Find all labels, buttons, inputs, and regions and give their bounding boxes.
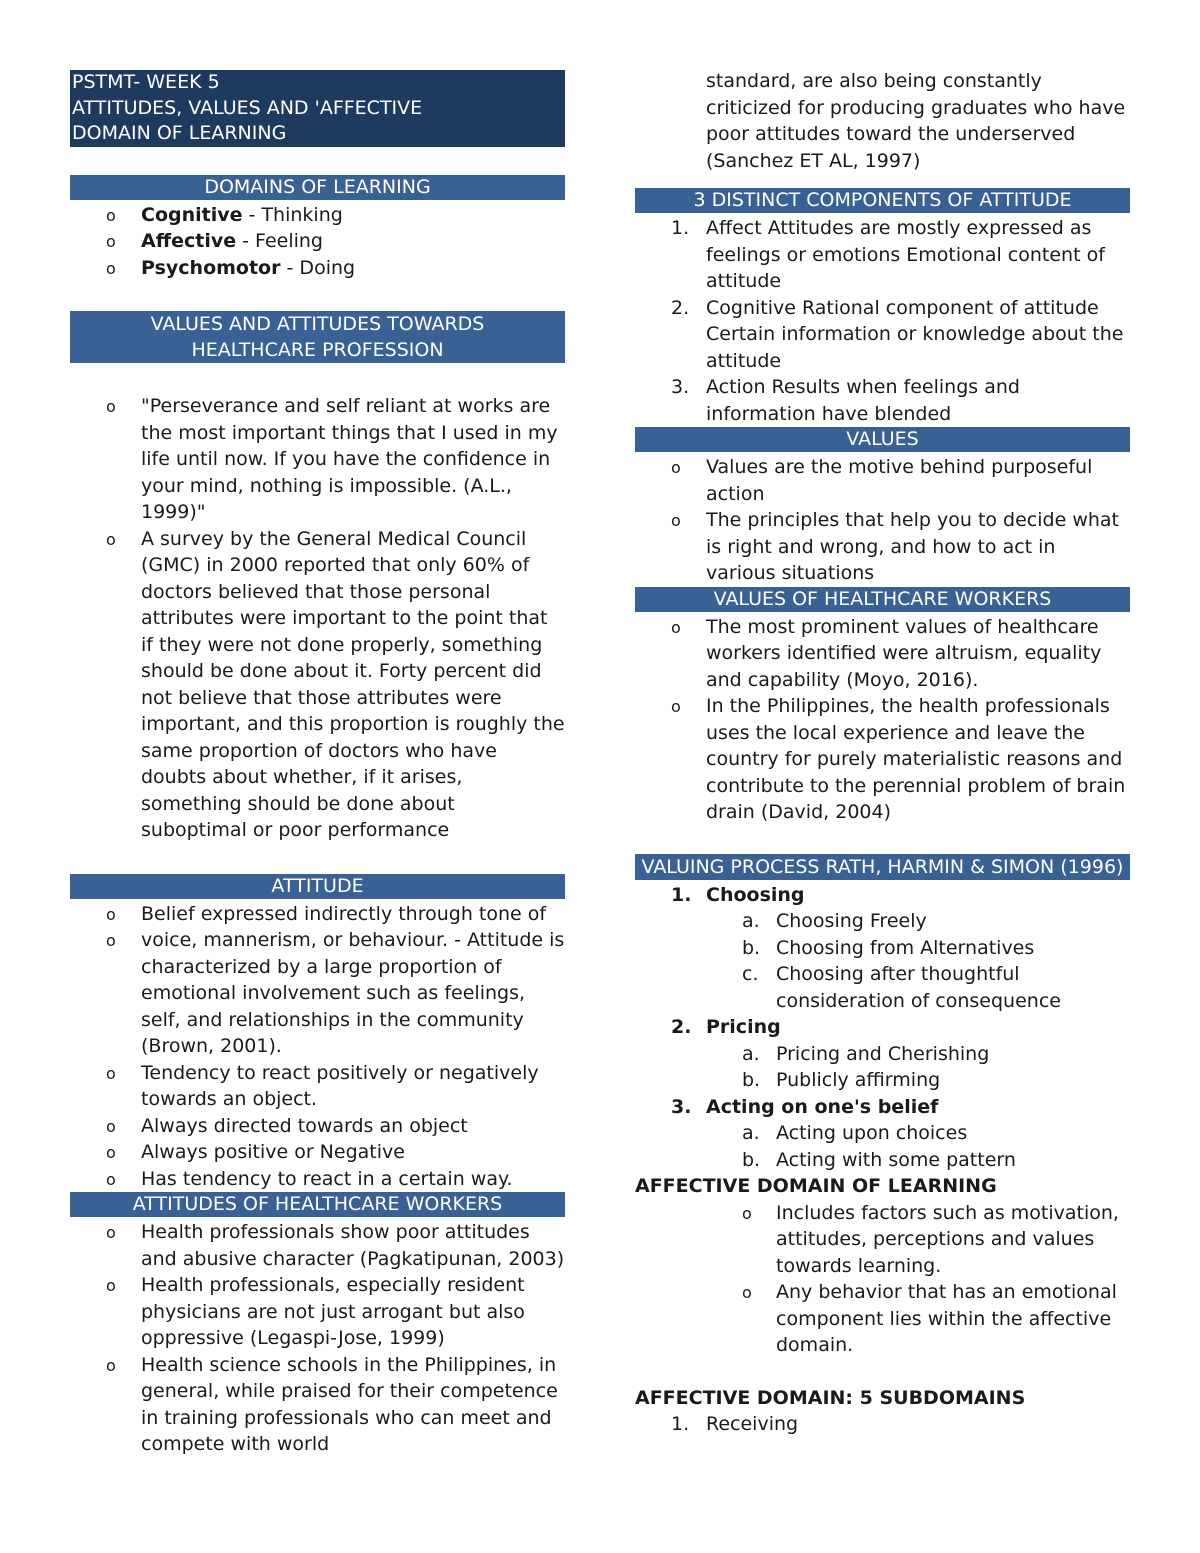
item-number: 2. [671, 296, 690, 319]
valuing-steps [635, 1094, 1130, 1121]
list-item [635, 1067, 1130, 1094]
list-item: o A survey by the General Medical Council (GMC) in 2000 reported that only 60% of doctors believed that those personal attributes were important to the point that if they were not done properly, something should be done about it. Forty percent did not believe that those attributes were important, and this proportion is roughly the same proportion of doctors who have doubts about whether, if it arises, something should be done about suboptimal or poor performance [70, 526, 565, 844]
item-text: Affect Attitudes are mostly expressed as feelings or emotions Emotional content of attitude [706, 217, 1105, 292]
substep-text: Choosing from Alternatives [776, 936, 1035, 959]
item-text: Receiving [706, 1413, 799, 1435]
domain-desc: - Feeling [236, 230, 323, 252]
list-item [635, 1120, 1130, 1147]
substep-text: Acting upon choices [776, 1122, 968, 1144]
list-item [635, 1094, 1130, 1121]
substep-text: Choosing after thoughtful consideration of consequence [776, 963, 1061, 1012]
title-line-2: ATTITUDES, VALUES AND 'AFFECTIVE [72, 96, 423, 119]
list-item: o The principles that help you to decide what is right and wrong, and how to act in various situations [635, 507, 1130, 587]
substep-text: Publicly affirming [776, 1069, 941, 1091]
substep-text: Acting with some pattern [776, 1148, 1016, 1171]
valuing-steps [635, 1014, 1130, 1041]
domain-term: Affective [141, 230, 237, 252]
section-heading-values-attitudes: VALUES AND ATTITUDES TOWARDS HEALTHCARE PROFESSION [70, 311, 565, 363]
list-item: o voice, mannerism, or behaviour. - Attitude is characterized by a large proportion of emotional involvement such as feelings, self, and relationships in the community (Brown, 2001). [70, 927, 565, 1060]
step-label: Acting on one's belief [706, 1095, 939, 1118]
heading-affective-domain: AFFECTIVE DOMAIN OF LEARNING [635, 1175, 997, 1197]
list-item [635, 374, 1130, 427]
heading-subdomains: AFFECTIVE DOMAIN: 5 SUBDOMAINS [635, 1386, 1026, 1409]
list-item: o Always directed towards an object [70, 1113, 565, 1140]
list-item [635, 908, 1130, 935]
step-label: Choosing [706, 883, 805, 906]
list-item: o Always positive or Negative [70, 1139, 565, 1166]
domain-desc: - Thinking [242, 203, 343, 226]
document-title [70, 70, 565, 147]
list-item: o Includes factors such as motivation, attitudes, perceptions and values towards learning. [635, 1200, 1130, 1280]
left-column [70, 70, 565, 1458]
step-number: 3. [671, 1095, 692, 1118]
list-item: o Values are the motive behind purposeful action [635, 454, 1130, 507]
components-list [635, 215, 1130, 427]
list-item [635, 961, 1130, 1014]
list-item: o Health professionals, especially resident physicians are not just arrogant but also oppressive (Legaspi-Jose, 1999) [70, 1272, 565, 1352]
section-heading-values-hcw: VALUES OF HEALTHCARE WORKERS [635, 587, 1130, 612]
continued-text: standard, are also being constantly criticized for producing graduates who have poor attitudes toward the underserved (Sanchez ET AL, 1997) [706, 70, 1126, 172]
right-column [635, 68, 1130, 1438]
attitude-list [70, 901, 565, 1193]
step-number: 1. [671, 883, 692, 906]
list-item [635, 882, 1130, 909]
section-heading-components: 3 DISTINCT COMPONENTS OF ATTITUDE [635, 188, 1130, 213]
affective-domain-list [635, 1200, 1130, 1359]
list-item [635, 935, 1130, 962]
substep-text: Pricing and Cherishing [776, 1042, 990, 1065]
subdomains-list [635, 1411, 1130, 1438]
list-item: o Has tendency to react in a certain way. [70, 1166, 565, 1193]
title-line-1: PSTMT- WEEK 5 [72, 71, 220, 93]
substep-letter: c. [742, 963, 759, 985]
list-item [70, 228, 565, 255]
valuing-substeps [635, 1120, 1130, 1173]
substep-letter: b. [742, 1148, 761, 1171]
substep-text: Choosing Freely [776, 910, 927, 932]
valuing-substeps [635, 1041, 1130, 1094]
item-text: Cognitive Rational component of attitude Certain information or knowledge about the attitude [706, 296, 1124, 372]
substep-letter: b. [742, 936, 761, 959]
list-item [635, 215, 1130, 295]
substep-letter: a. [742, 1042, 760, 1065]
valuing-substeps [635, 908, 1130, 1014]
list-item [635, 1411, 1130, 1438]
list-item: o In the Philippines, the health professionals uses the local experience and leave the country for purely materialistic reasons and contribute to the perennial problem of brain drain (David, 2004) [635, 693, 1130, 826]
list-item: o The most prominent values of healthcare workers identified were altruism, equality and capability (Moyo, 2016). [635, 614, 1130, 694]
section-heading-domains: DOMAINS OF LEARNING [70, 175, 565, 200]
list-item: o "Perseverance and self reliant at works are the most important things that I used in my life until now. If you have the confidence in your mind, nothing is impossible. (A.L., 1999)" [70, 393, 565, 526]
item-text: Action Results when feelings and information have blended [706, 376, 1020, 425]
substep-letter: a. [742, 1122, 760, 1144]
list-item: o Health professionals show poor attitudes and abusive character (Pagkatipunan, 2003) [70, 1219, 565, 1272]
values-attitudes-list [70, 393, 565, 844]
title-line-3: DOMAIN OF LEARNING [72, 122, 287, 144]
list-item [635, 1147, 1130, 1174]
substep-letter: a. [742, 910, 760, 932]
list-item [70, 202, 565, 229]
valuing-steps [635, 882, 1130, 909]
list-item [635, 295, 1130, 375]
list-item [635, 1014, 1130, 1041]
substep-letter: b. [742, 1069, 761, 1091]
section-heading-values: VALUES [635, 427, 1130, 452]
domain-term: Psychomotor [141, 256, 281, 279]
section-heading-attitude: ATTITUDE [70, 874, 565, 899]
section-heading-attitudes-hcw: ATTITUDES OF HEALTHCARE WORKERS [70, 1192, 565, 1217]
domain-term: Cognitive [141, 203, 243, 226]
list-item: o Any behavior that has an emotional component lies within the affective domain. [635, 1279, 1130, 1359]
domain-desc: - Doing [280, 256, 356, 279]
list-item: o Health science schools in the Philippines, in general, while praised for their competence in training professionals who can meet and compete with world [70, 1352, 565, 1458]
attitudes-hcw-list [70, 1219, 565, 1458]
item-number: 1. [671, 217, 690, 239]
values-hcw-list [635, 614, 1130, 826]
domains-list [70, 202, 565, 282]
section-heading-valuing-process: VALUING PROCESS RATH, HARMIN & SIMON (1996) [635, 854, 1130, 880]
step-label: Pricing [706, 1016, 781, 1038]
item-number: 3. [671, 376, 690, 398]
list-item: o Belief expressed indirectly through tone of [70, 901, 565, 928]
step-number: 2. [671, 1016, 692, 1038]
list-item: o Tendency to react positively or negatively towards an object. [70, 1060, 565, 1113]
values-list [635, 454, 1130, 587]
list-item [635, 1041, 1130, 1068]
list-item [70, 255, 565, 282]
item-number: 1. [671, 1413, 690, 1435]
